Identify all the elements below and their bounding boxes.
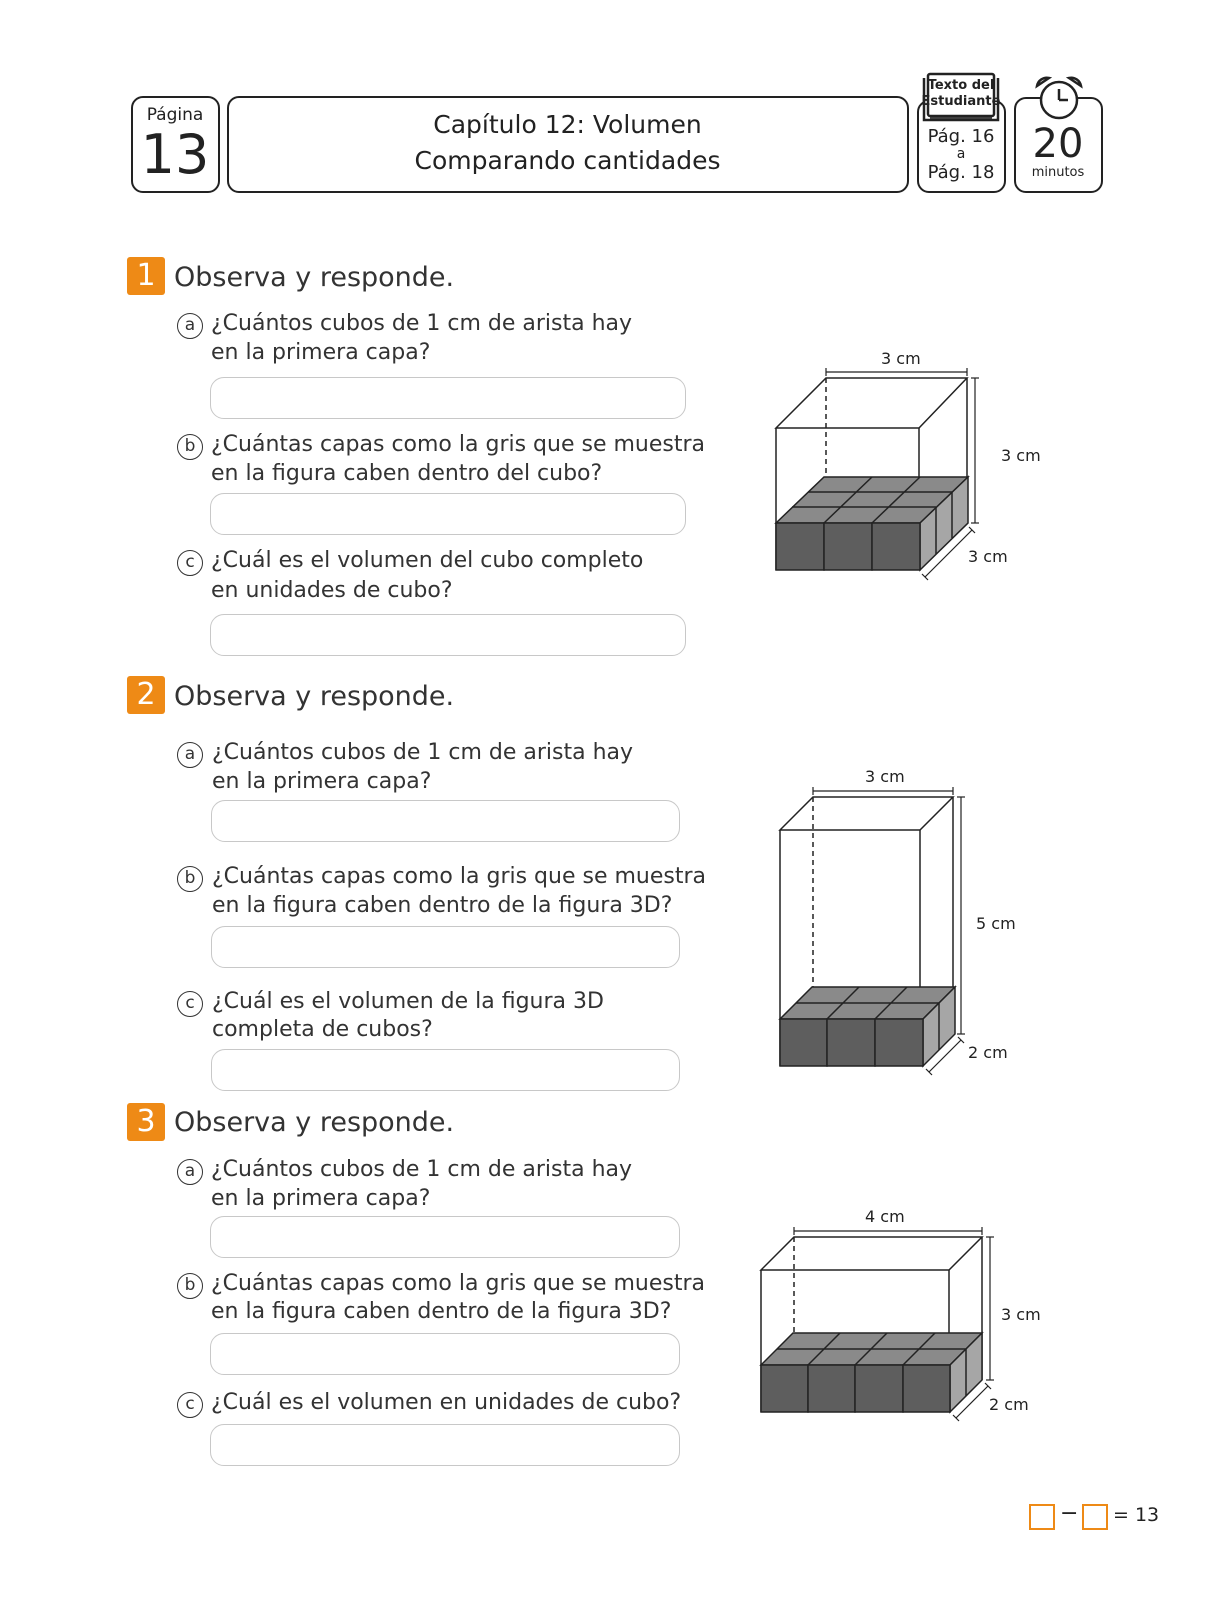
book-label-line2: Estudiante (921, 94, 1001, 109)
question-3b-letter: b (177, 1273, 203, 1299)
answer-field-3a[interactable] (210, 1216, 680, 1258)
figure-1-depth-label: 3 cm (968, 547, 1008, 566)
question-1c-letter: c (177, 550, 203, 576)
figure-2-width-label: 3 cm (865, 767, 905, 786)
section-1-title: Observa y responde. (174, 262, 455, 293)
section-1-number: 1 (127, 257, 165, 295)
question-2b-letter: b (177, 866, 203, 892)
question-2b-line1: ¿Cuántas capas como la gris que se muestra (212, 864, 707, 889)
question-3a-letter: a (177, 1159, 203, 1185)
figure-2-layer (780, 987, 955, 1066)
answer-field-3c[interactable] (210, 1424, 680, 1466)
figure-1-width-label: 3 cm (881, 349, 921, 368)
time-unit: minutos (1031, 165, 1085, 180)
question-1c-line2: en unidades de cubo? (211, 578, 453, 603)
chapter-title-box (227, 96, 909, 193)
section-3-title: Observa y responde. (174, 1107, 455, 1138)
answer-field-1b[interactable] (210, 493, 686, 535)
figure-1-prism (760, 360, 1000, 590)
question-2c-letter: c (177, 991, 203, 1017)
figure-3-width-label: 4 cm (865, 1207, 905, 1226)
section-2-number: 2 (127, 676, 165, 714)
figure-3-layer (761, 1333, 982, 1412)
question-2a-letter: a (177, 742, 203, 768)
footer-box-left (1029, 1504, 1055, 1530)
pages-separator: a (956, 146, 966, 162)
pages-from: Pág. 16 (927, 126, 995, 147)
footer-minus: − (1060, 1501, 1079, 1526)
question-1b-letter: b (177, 434, 203, 460)
book-label-line1: Texto del (927, 78, 995, 93)
page-label: Página (146, 105, 204, 125)
page-number-box (131, 96, 220, 193)
page-number: 13 (140, 123, 210, 186)
chapter-title: Capítulo 12: Volumen (433, 110, 702, 139)
section-2-title: Observa y responde. (174, 681, 455, 712)
question-2c-line2: completa de cubos? (212, 1017, 433, 1042)
answer-field-1c[interactable] (210, 614, 686, 656)
question-3b-line2: en la figura caben dentro de la figura 3D? (211, 1299, 672, 1324)
figure-2-depth-label: 2 cm (968, 1043, 1008, 1062)
question-3b-line1: ¿Cuántas capas como la gris que se muestra (211, 1271, 706, 1296)
footer-equals: = 13 (1113, 1504, 1160, 1526)
question-1a-letter: a (177, 313, 203, 339)
figure-2-prism (765, 780, 985, 1080)
section-3-number: 3 (127, 1103, 165, 1141)
alarm-clock-icon (1031, 72, 1087, 124)
figure-2-height-label: 5 cm (976, 914, 1016, 933)
question-1b-line1: ¿Cuántas capas como la gris que se muestra (211, 432, 706, 457)
figure-3-prism (750, 1220, 1000, 1425)
question-2a-line1: ¿Cuántos cubos de 1 cm de arista hay (212, 740, 634, 765)
figure-3-height-label: 3 cm (1001, 1305, 1041, 1324)
time-value: 20 (1032, 121, 1084, 167)
figure-1-layer (776, 477, 968, 570)
question-1a-line2: en la primera capa? (211, 340, 431, 365)
question-3c-letter: c (177, 1392, 203, 1418)
answer-field-3b[interactable] (210, 1333, 680, 1375)
question-2b-line2: en la figura caben dentro de la figura 3D? (212, 893, 673, 918)
book-icon (921, 72, 1001, 124)
question-1c-line1: ¿Cuál es el volumen del cubo completo (211, 548, 644, 573)
footer-box-right (1082, 1504, 1108, 1530)
figure-1-height-label: 3 cm (1001, 446, 1041, 465)
pages-to: Pág. 18 (927, 162, 995, 183)
question-2c-line1: ¿Cuál es el volumen de la figura 3D (212, 989, 604, 1014)
answer-field-2a[interactable] (211, 800, 680, 842)
question-1b-line2: en la figura caben dentro del cubo? (211, 461, 603, 486)
chapter-subtitle: Comparando cantidades (414, 146, 721, 175)
question-3a-line1: ¿Cuántos cubos de 1 cm de arista hay (211, 1157, 633, 1182)
answer-field-2b[interactable] (211, 926, 680, 968)
question-1a-line1: ¿Cuántos cubos de 1 cm de arista hay (211, 311, 633, 336)
question-3c-line1: ¿Cuál es el volumen en unidades de cubo? (211, 1390, 682, 1415)
figure-3-depth-label: 2 cm (989, 1395, 1029, 1414)
answer-field-1a[interactable] (210, 377, 686, 419)
question-3a-line2: en la primera capa? (211, 1186, 431, 1211)
question-2a-line2: en la primera capa? (212, 769, 432, 794)
answer-field-2c[interactable] (211, 1049, 680, 1091)
